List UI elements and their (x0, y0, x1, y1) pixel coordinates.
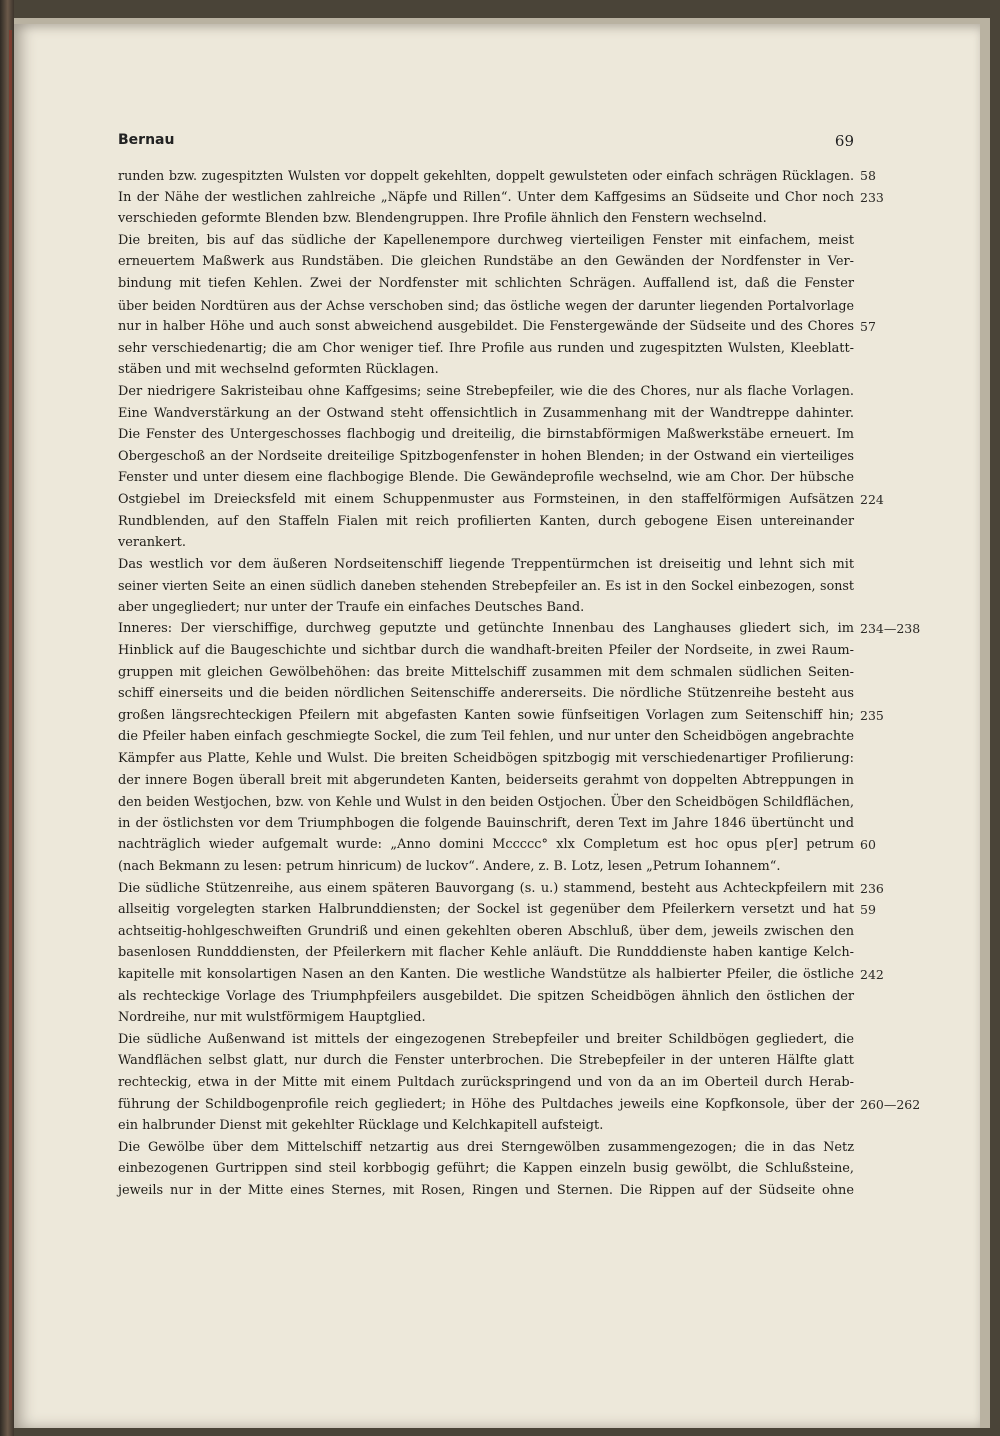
text-line-content: aber ungegliedert; nur unter der Traufe ein einfaches Deutsches Band. (118, 599, 585, 615)
text-line-content: achtseitig-hohlgeschweiften Grundriß und einen gekehlten oberen Abschluß, über dem, jeweils zwischen den (118, 923, 854, 939)
text-line-content: gruppen mit gleichen Gewölbehöhen: das breite Mittelschiff zusammen mit dem schmalen südlichen Seiten- (118, 664, 854, 680)
text-line-content: seiner vierten Seite an einen südlich daneben stehenden Strebepfeiler an. Es ist in den Sockel einbezogen, sonst (118, 578, 854, 594)
text-line-content: rechteckig, etwa in der Mitte mit einem Pultdach zurückspringend und von da an im Oberteil durch Herab- (118, 1074, 854, 1090)
margin-figure-reference: 58 (860, 168, 876, 183)
margin-figure-reference: 235 (860, 707, 884, 723)
text-line-content: schiff einerseits und die beiden nördlichen Seitenschiffe andererseits. Die nördliche Stützenreihe besteht aus (118, 686, 854, 702)
text-line (118, 1029, 854, 1051)
text-line (118, 1094, 921, 1116)
text-line (118, 338, 854, 360)
margin-figure-reference: 260—262 (860, 1096, 921, 1112)
text-line (118, 662, 854, 684)
text-line-content: der innere Bogen überall breit mit abgerundeten Kanten, beiderseits gerahmt von doppelten Abtreppungen in (118, 772, 854, 788)
text-line-content: führung der Schildbogenprofile reich gegliedert; in Höhe des Pultdaches jeweils eine Kopfkonsole, über der (118, 1096, 854, 1112)
text-line (118, 726, 854, 748)
text-line (118, 575, 854, 597)
text-line-content: Eine Wandverstärkung an der Ostwand steht offensichtlich in Zusammenhang mit der Wandtreppe dahinter. (118, 405, 854, 421)
text-line-content: Rundblenden, auf den Staffeln Fialen mit reich profilierten Kanten, durch gebogene Eisen untereinander (118, 513, 854, 529)
text-line (118, 251, 854, 273)
text-line-content: Wandflächen selbst glatt, nur durch die Fenster unterbrochen. Die Strebepfeiler in der unteren Hälfte glatt (118, 1053, 854, 1069)
body-text (118, 165, 921, 1202)
text-line (118, 230, 854, 252)
text-line (118, 856, 854, 878)
text-line-content: sehr verschiedenartig; die am Chor weniger tief. Ihre Profile aus runden und zugespitzten Wulsten, Kleeblatt- (118, 340, 854, 356)
text-line (118, 705, 884, 727)
text-line-content: den beiden Westjochen, bzw. von Kehle und Wulst in den beiden Ostjochen. Über den Scheidbögen Schildflächen, (118, 794, 854, 810)
margin-figure-reference: 233 (860, 189, 884, 205)
text-line-content: Die Fenster des Untergeschosses flachbogig und dreiteilig, die birnstabförmigen Maßwerkstäbe erneuert. Im (118, 427, 854, 443)
page-header (118, 132, 854, 154)
text-line-content: Die südliche Stützenreihe, aus einem späteren Bauvorgang (s. u.) stammend, besteht aus Achteckpfeilern mit (118, 880, 854, 896)
margin-figure-reference: 236 (860, 880, 884, 896)
text-line (118, 1050, 854, 1072)
text-line (118, 683, 854, 705)
text-line (118, 791, 854, 813)
text-line (118, 446, 854, 468)
text-line-content: Hinblick auf die Baugeschichte und sichtbar durch die wandhaft-breiten Pfeiler der Nordseite, in zwei Raum- (118, 643, 854, 659)
text-line (118, 295, 854, 317)
margin-figure-reference: 60 (860, 837, 876, 853)
text-line (118, 467, 854, 489)
text-line-content: einbezogenen Gurtrippen sind steil korbbogig geführt; die Kappen einzeln busig gewölbt, die Schlußsteine, (118, 1161, 854, 1177)
text-line-content: erneuertem Maßwerk aus Rundstäben. Die gleichen Rundstäbe an den Gewänden der Nordfenster in Ver- (118, 254, 854, 270)
text-line-content: die Pfeiler haben einfach geschmiegte Sockel, die zum Teil fehlen, und nur unter den Scheidbögen angebrachte (118, 729, 854, 745)
text-line-content: als rechteckige Vorlage des Triumphpfeilers ausgebildet. Die spitzen Scheidbögen ähnlich den östlichen der (118, 988, 854, 1004)
text-line-content: großen längsrechteckigen Pfeilern mit abgefasten Kanten sowie fünfseitigen Vorlagen zum Seitenschiff hin; (118, 707, 854, 723)
text-line (118, 273, 854, 295)
text-line (118, 532, 854, 554)
text-line-content: Kämpfer aus Platte, Kehle und Wulst. Die breiten Scheidbögen spitzbogig mit verschiedenartiger Profilierung: (118, 751, 854, 767)
text-line-content: nachträglich wieder aufgemalt wurde: „Anno domini Mccccc° xlx Completum est hoc opus p[er] petrum (118, 837, 854, 853)
text-line (118, 165, 876, 187)
text-line-content: kapitelle mit konsolartigen Nasen an den Kanten. Die westliche Wandstütze als halbierter Pfeiler, die östliche (118, 966, 854, 982)
text-line (118, 403, 854, 425)
text-line-content: bindung mit tiefen Kehlen. Zwei der Nordfenster mit schlichten Schrägen. Auffallend ist, daß die Fenster (118, 275, 854, 291)
margin-figure-reference: 242 (860, 966, 884, 982)
page-number: 69 (834, 132, 854, 150)
text-line-content: stäben und mit wechselnd geformten Rücklagen. (118, 362, 439, 378)
text-line (118, 316, 876, 338)
text-line-content: verankert. (118, 535, 186, 551)
text-line (118, 489, 884, 511)
text-line-content: In der Nähe der westlichen zahlreiche „Näpfe und Rillen“. Unter dem Kaffgesims an Südseite und Chor noch (118, 189, 854, 205)
text-line-content: Inneres: Der vierschiffige, durchweg geputzte und getünchte Innenbau des Langhauses gliedert sich, im (118, 621, 854, 637)
text-line (118, 1072, 854, 1094)
text-line-content: Nordreihe, nur mit wulstförmigem Hauptglied. (118, 1010, 426, 1026)
margin-figure-reference: 59 (860, 902, 876, 918)
text-line-content: verschieden geformte Blenden bzw. Blendengruppen. Ihre Profile ähnlich den Fenstern wechselnd. (118, 211, 767, 227)
text-line-content: in der östlichsten vor dem Triumphbogen die folgende Bauinschrift, deren Text im Jahre 1846 übertüncht und (118, 815, 854, 831)
text-line-content: über beiden Nordtüren aus der Achse verschoben sind; das östliche wegen der darunter liegenden Portalvorlage (118, 297, 854, 313)
text-line (118, 770, 854, 792)
text-line-content: Ostgiebel im Dreiecksfeld mit einem Schuppenmuster aus Formsteinen, in den staffelförmigen Aufsätzen (118, 491, 854, 507)
running-head: Bernau (118, 132, 175, 148)
spine-red-edge (9, 30, 12, 1410)
text-line-content: Die südliche Außenwand ist mittels der eingezogenen Strebepfeiler und breiter Schildbögen gegliedert, die (118, 1031, 854, 1047)
margin-figure-reference: 224 (860, 491, 884, 507)
text-line (118, 424, 854, 446)
text-line (118, 813, 854, 835)
text-line (118, 640, 854, 662)
text-line (118, 208, 854, 230)
book-spine (0, 0, 14, 1436)
text-line (118, 899, 876, 921)
text-line-content: Die breiten, bis auf das südliche der Kapellenempore durchweg vierteiligen Fenster mit einfachem, meist (118, 232, 854, 248)
text-line-content: allseitig vorgelegten starken Halbrunddiensten; der Sockel ist gegenüber dem Pfeilerkern versetzt und hat (118, 902, 854, 918)
text-line (118, 187, 884, 209)
text-line (118, 834, 876, 856)
text-line-content: Der niedrigere Sakristeibau ohne Kaffgesims; seine Strebepfeiler, wie die des Chores, nur als flache Vorlagen. (118, 383, 854, 399)
text-line-content: ein halbrunder Dienst mit gekehlter Rücklage und Kelchkapitell aufsteigt. (118, 1118, 604, 1134)
text-line-content: Die Gewölbe über dem Mittelschiff netzartig aus drei Sterngewölben zusammengezogen; die in das Netz (118, 1139, 854, 1155)
text-line-content: nur in halber Höhe und auch sonst abweichend ausgebildet. Die Fenstergewände der Südseite und des Chores (118, 319, 854, 335)
text-line (118, 986, 854, 1008)
text-line-content: Fenster und unter diesem eine flachbogige Blende. Die Gewändeprofile wechselnd, wie am Chor. Der hübsche (118, 470, 854, 486)
margin-figure-reference: 234—238 (860, 621, 921, 637)
text-line (118, 1158, 854, 1180)
text-line-content: runden bzw. zugespitzten Wulsten vor doppelt gekehlten, doppelt gewulsteten oder einfach schrägen Rücklagen. (118, 168, 854, 183)
text-line-content: jeweils nur in der Mitte eines Sternes, mit Rosen, Ringen und Sternen. Die Rippen auf der Südseite ohne (118, 1182, 854, 1198)
text-line (118, 511, 854, 533)
text-line-content: (nach Bekmann zu lesen: petrum hinricum) de luckov“. Andere, z. B. Lotz, lesen „Petrum Iohannem“. (118, 859, 781, 874)
text-line (118, 748, 854, 770)
text-line (118, 1180, 854, 1202)
text-line (118, 359, 854, 381)
text-line (118, 381, 854, 403)
text-line-content: Das westlich vor dem äußeren Nordseitenschiff liegende Treppentürmchen ist dreiseitig und lehnt sich mit (118, 556, 854, 572)
margin-figure-reference: 57 (860, 319, 876, 335)
text-line (118, 618, 921, 640)
text-line-content: basenlosen Rundddiensten, der Pfeilerkern mit flacher Kehle anläuft. Die Rundddienste haben kantige Kelch- (118, 945, 854, 961)
text-line (118, 878, 884, 900)
text-line (118, 554, 854, 576)
text-line (118, 1137, 854, 1159)
text-line (118, 921, 854, 943)
text-line (118, 964, 884, 986)
text-line (118, 1007, 854, 1029)
text-line (118, 1115, 854, 1137)
text-line-content: Obergeschoß an der Nordseite dreiteilige Spitzbogenfenster in hohen Blenden; in der Ostwand ein vierteiliges (118, 448, 854, 464)
text-line (118, 597, 854, 619)
text-line (118, 942, 854, 964)
